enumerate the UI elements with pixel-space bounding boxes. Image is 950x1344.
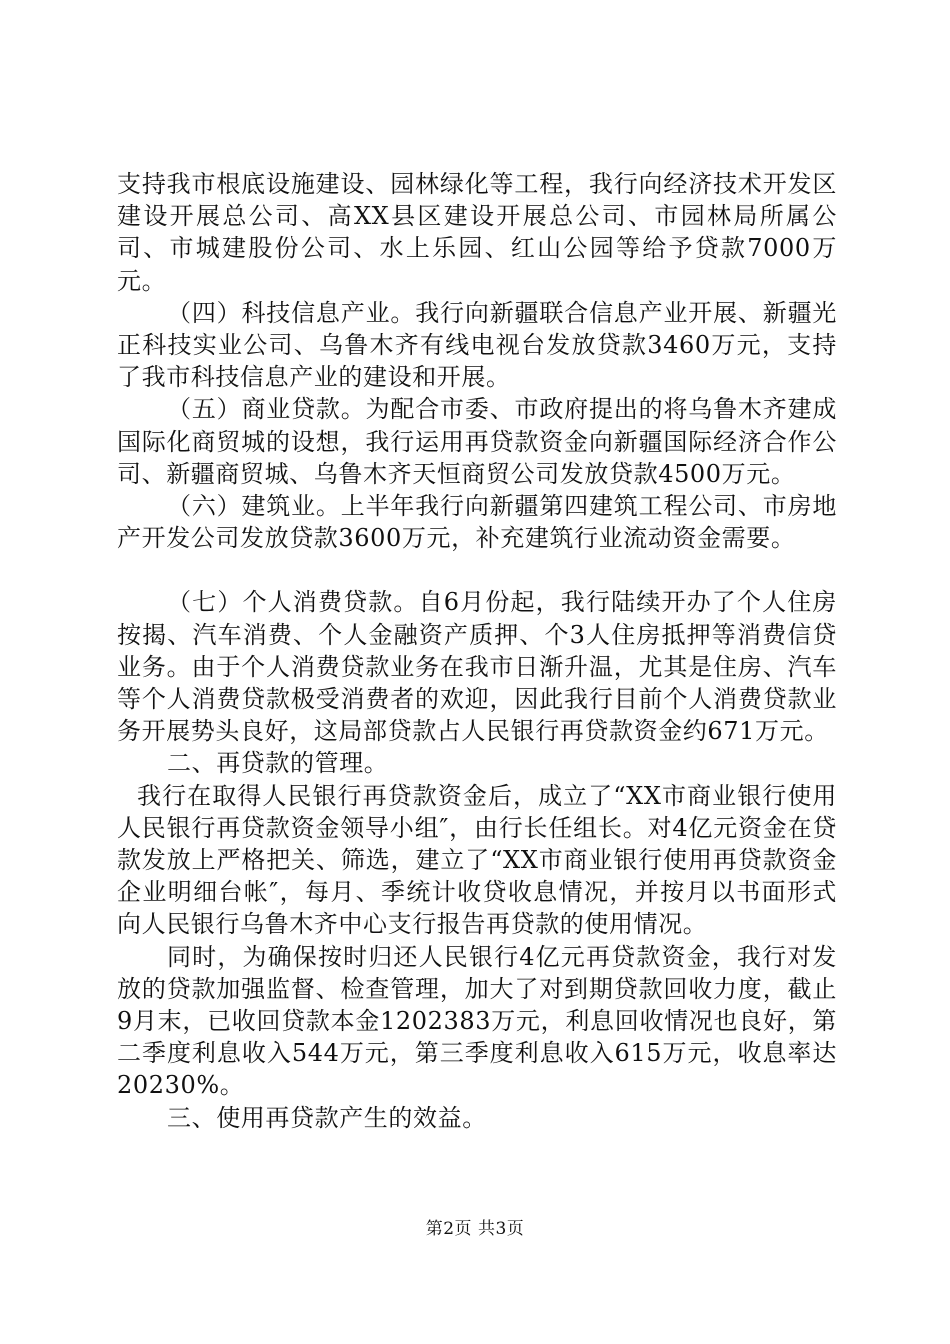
document-body	[117, 168, 837, 1134]
paragraph-construction: （六）建筑业。上半年我行向新疆第四建筑工程公司、市房地产开发公司发放贷款3600万元，补充建筑行业流动资金需要。	[117, 492, 837, 553]
paragraph-consumer-loans: （七）个人消费贷款。自6月份起，我行陆续开办了个人住房按揭、汽车消费、个人金融资产质押、个3人住房抵押等消费信贷业务。由于个人消费贷款业务在我市日渐升温，尤其是住房、汽车等个人消费贷款极受消费者的欢迎，因此我行目前个人消费贷款业务开展势头良好，这局部贷款占人民银行再贷款资金约671万元。	[117, 588, 837, 746]
section-heading-benefits: 三、使用再贷款产生的效益。	[167, 1103, 487, 1132]
paragraph-management: 我行在取得人民银行再贷款资金后，成立了“XX市商业银行使用人民银行再贷款资金领导小组″，由行长任组长。对4亿元资金在贷款发放上严格把关、筛选，建立了“XX市商业银行使用再贷款资金企业明细台帐″，每月、季统计收贷收息情况，并按月以书面形式向人民银行乌鲁木齐中心支行报告再贷款的使用情况。	[117, 781, 837, 939]
paragraph-infrastructure: 支持我市根底设施建设、园林绿化等工程，我行向经济技术开发区建设开展总公司、高XX县区建设开展总公司、市园林局所属公司、市城建股份公司、水上乐园、红山公园等给予贷款7000万元。	[117, 170, 837, 295]
section-heading-management: 二、再贷款的管理。	[167, 749, 389, 778]
paragraph-commercial-loans: （五）商业贷款。为配合市委、市政府提出的将乌鲁木齐建成国际化商贸城的设想，我行运用再贷款资金向新疆国际经济合作公司、新疆商贸城、乌鲁木齐天恒商贸公司发放贷款4500万元。	[117, 395, 837, 488]
page-number-footer: 第2页 共3页	[425, 1219, 525, 1239]
paragraph-tech-industry: （四）科技信息产业。我行向新疆联合信息产业开展、新疆光正科技实业公司、乌鲁木齐有线电视台发放贷款3460万元，支持了我市科技信息产业的建设和开展。	[117, 298, 837, 392]
paragraph-repayment: 同时，为确保按时归还人民银行4亿元再贷款资金，我行对发放的贷款加强监督、检查管理，加大了对到期贷款回收力度，截止9月末，已收回贷款本金1202383万元，利息回收情况也良好，第二季度利息收入544万元，第三季度利息收入615万元，收息率达20230%。	[117, 942, 837, 1100]
